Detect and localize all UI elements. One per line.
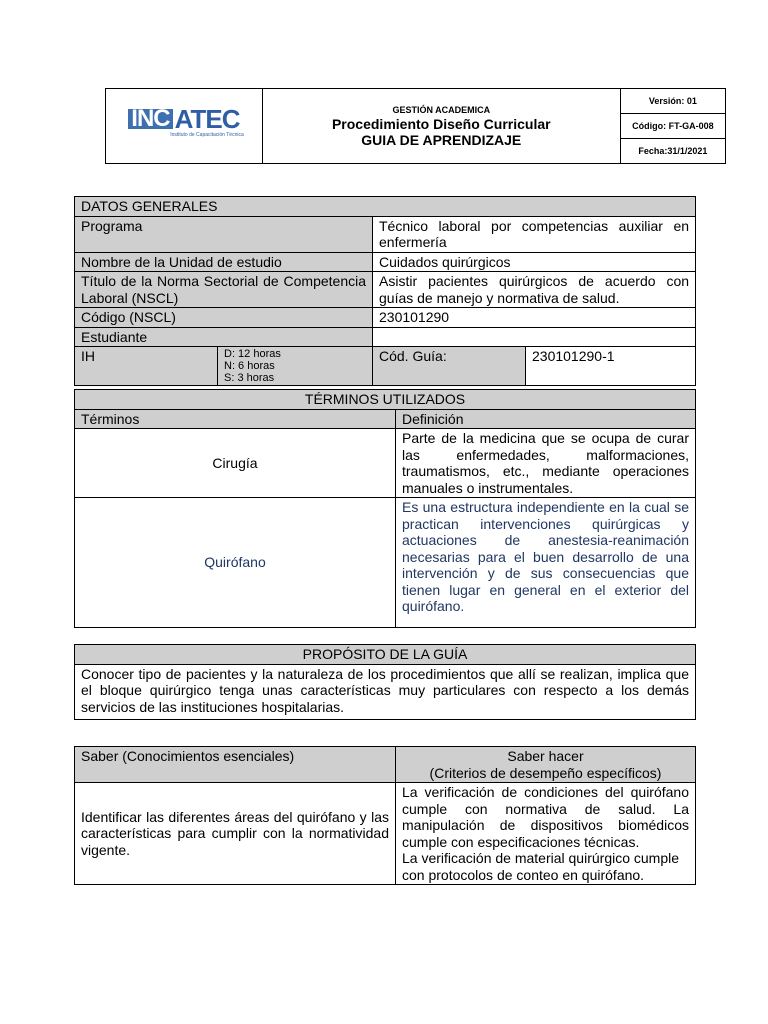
estudiante-label: Estudiante xyxy=(75,327,373,347)
saber-hacer-criterio-2: La verificación de material quirúrgico cumple con protocolos de conteo en quirófano. xyxy=(402,850,680,883)
saber-text: Identificar las diferentes áreas del quirófano y las características para cumplir con la normatividad vigente. xyxy=(75,783,396,885)
cod-guia-label: Cód. Guía: xyxy=(373,347,526,386)
definition-cell: Parte de la medicina que se ocupa de curar las enfermedades, malformaciones, traumatismos, etc., mediante operaciones manuales o instrumentales. xyxy=(396,429,696,498)
norma-value: Asistir pacientes quirúrgicos de acuerdo con guías de manejo y normativa de salud. xyxy=(373,272,696,308)
unidad-label: Nombre de la Unidad de estudio xyxy=(75,252,373,272)
saber-hacer-text xyxy=(396,783,696,885)
document-header xyxy=(105,88,726,164)
term-cell: Quirófano xyxy=(75,498,396,628)
fecha-label: Fecha:31/1/2021 xyxy=(620,139,725,164)
proposito-title: PROPÓSITO DE LA GUÍA xyxy=(75,645,696,665)
logo-inc-mark: INC xyxy=(128,109,172,130)
cod-guia-value: 230101290-1 xyxy=(526,347,696,386)
unidad-value: Cuidados quirúrgicos xyxy=(373,252,696,272)
datos-generales-table xyxy=(74,196,696,386)
ih-d: D: 12 horas xyxy=(224,348,281,360)
terminos-table xyxy=(74,389,696,628)
col-saber: Saber (Conocimientos esenciales) xyxy=(75,747,396,783)
table-row xyxy=(75,498,696,628)
datos-generales-title: DATOS GENERALES xyxy=(75,197,696,217)
saber-hacer-title: Saber hacer xyxy=(507,748,584,764)
programa-value: Técnico laboral por competencias auxiliar en enfermería xyxy=(373,216,696,252)
saber-hacer-subtitle: (Criterios de desempeño específicos) xyxy=(429,764,662,781)
col-saber-hacer xyxy=(396,747,696,783)
saber-table xyxy=(74,746,696,885)
col-terminos: Términos xyxy=(75,409,396,429)
ih-n: N: 6 horas xyxy=(224,360,275,372)
definition-cell: Es una estructura independiente en la cual se practican intervenciones quirúrgicas y actuaciones de anestesia-reanimación necesarias para el buen desarrollo de una intervención y de sus consecuencias que tienen lugar en general en el exterior del quirófano. xyxy=(396,498,696,628)
norma-label: Título de la Norma Sectorial de Competencia Laboral (NSCL) xyxy=(75,272,373,308)
saber-hacer-criterio-1: La verificación de condiciones del quirófano cumple con normativa de salud. La manipulación de dispositivos biomédicos cumple con especificaciones técnicas. xyxy=(402,784,689,850)
programa-label: Programa xyxy=(75,216,373,252)
terminos-title: TÉRMINOS UTILIZADOS xyxy=(75,390,696,410)
proposito-table xyxy=(74,644,696,720)
ih-s: S: 3 horas xyxy=(224,372,275,384)
gestion-label: GESTIÓN ACADEMICA xyxy=(392,104,491,115)
ih-label: IH xyxy=(75,347,218,386)
logo-tagline: Instituto de Capacitación Técnica xyxy=(170,132,244,138)
procedimiento-title: Procedimiento Diseño Curricular xyxy=(331,115,551,132)
col-definicion: Definición xyxy=(396,409,696,429)
proposito-text: Conocer tipo de pacientes y la naturaleza de los procedimientos que allí se realizan, implica que el bloque quirúrgico tenga unas características muy particulares con respecto a los demás servicios de las instituciones hospitalarias. xyxy=(75,664,696,719)
header-title-block xyxy=(262,89,620,164)
logo xyxy=(106,89,263,164)
codigo-label: Código: FT-GA-008 xyxy=(620,114,725,139)
estudiante-field[interactable] xyxy=(373,327,696,347)
codigo-nscl-value: 230101290 xyxy=(373,308,696,328)
codigo-nscl-label: Código (NSCL) xyxy=(75,308,373,328)
term-cell: Cirugía xyxy=(75,429,396,498)
version-label: Versión: 01 xyxy=(620,89,725,114)
ih-hours xyxy=(218,347,373,386)
guia-title: GUIA DE APRENDIZAJE xyxy=(361,131,522,148)
logo-atec-text: ATEC xyxy=(174,103,240,134)
table-row xyxy=(75,429,696,498)
